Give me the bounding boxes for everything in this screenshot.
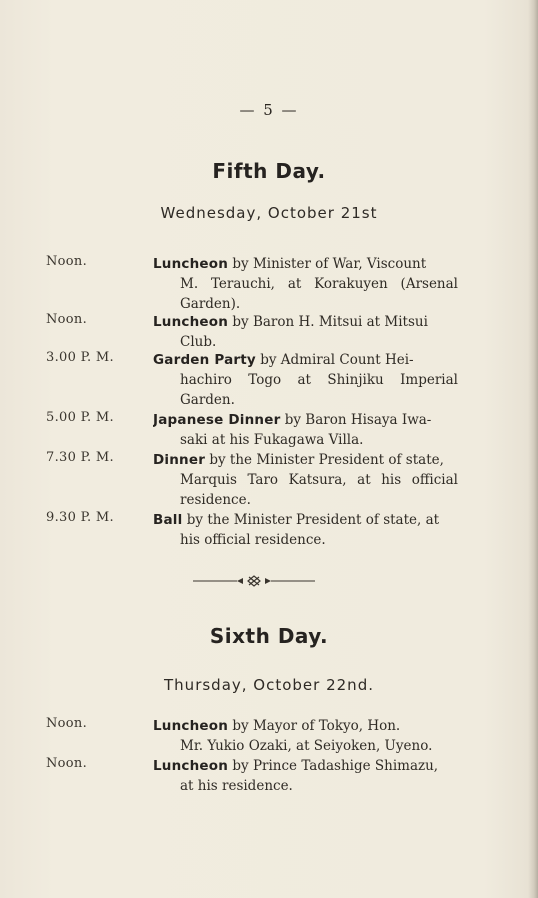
- entry-text: by Admiral Count Hei-: [255, 352, 414, 368]
- page-number: — 5 —: [239, 101, 299, 119]
- day-heading-sixth: Sixth Day.: [209, 624, 329, 648]
- entry-description: [153, 716, 458, 756]
- entry-first-line: [153, 510, 458, 530]
- entry-text: by Prince Tadashige Shimazu,: [228, 758, 439, 774]
- entry-time: 3.00 P. M.: [46, 350, 114, 365]
- entry-first-line: [153, 312, 458, 332]
- entry-description: [153, 254, 458, 314]
- event-type: Dinner: [153, 452, 206, 468]
- entry-continuation-line: saki at his Fukagawa Villa.: [180, 432, 364, 448]
- entry-time: 9.30 P. M.: [46, 510, 114, 525]
- entry-time: Noon.: [46, 716, 88, 731]
- entry-text: by Minister of War, Viscount: [228, 256, 427, 272]
- entry-continuation-line: Club.: [180, 334, 217, 350]
- event-type: Luncheon: [153, 256, 229, 272]
- entry-first-line: [153, 716, 458, 736]
- entry-continuation-line: Marquis Taro Katsura, at his official: [180, 472, 458, 488]
- day-heading-fifth: Fifth Day.: [212, 159, 326, 183]
- event-type: Luncheon: [153, 314, 229, 330]
- entry-description: [153, 350, 458, 410]
- entry-text: by Baron Hisaya Iwa-: [280, 412, 432, 428]
- entry-text: by Mayor of Tokyo, Hon.: [228, 718, 401, 734]
- entry-continuation-line: at his residence.: [180, 778, 293, 794]
- event-type: Garden Party: [153, 352, 256, 368]
- date-line-fifth: Wednesday, October 21st: [160, 204, 378, 222]
- event-type: Ball: [153, 512, 183, 528]
- date-line-sixth: Thursday, October 22nd.: [164, 676, 374, 694]
- entry-continuation-line: hachiro Togo at Shinjiku Imperial: [180, 372, 458, 388]
- entry-text: by Baron H. Mitsui at Mitsui: [228, 314, 428, 330]
- entry-continuation-line: Mr. Yukio Ozaki, at Seiyoken, Uyeno.: [180, 738, 433, 754]
- entry-text: by the Minister President of state,: [205, 452, 444, 468]
- entry-continuation-line: residence.: [180, 492, 251, 508]
- entry-continuation-line: Garden).: [180, 296, 241, 312]
- entry-continuation-line: Garden.: [180, 392, 235, 408]
- entry-first-line: [153, 410, 458, 430]
- entry-text: by the Minister President of state, at: [182, 512, 440, 528]
- entry-continuation-line: M. Terauchi, at Korakuyen (Arsenal: [180, 276, 458, 292]
- entry-time: 7.30 P. M.: [46, 450, 114, 465]
- ornament-divider: [193, 574, 315, 588]
- entry-time: 5.00 P. M.: [46, 410, 114, 425]
- entry-first-line: [153, 254, 458, 274]
- entry-time: Noon.: [46, 254, 88, 269]
- entry-time: Noon.: [46, 756, 88, 771]
- event-type: Luncheon: [153, 758, 229, 774]
- entry-time: Noon.: [46, 312, 88, 327]
- entry-description: [153, 410, 458, 450]
- page-edge-shadow: [528, 0, 538, 898]
- entry-first-line: [153, 756, 458, 776]
- entry-continuation-line: his official residence.: [180, 532, 326, 548]
- event-type: Luncheon: [153, 718, 229, 734]
- entry-first-line: [153, 350, 458, 370]
- entry-description: [153, 756, 458, 796]
- entry-description: [153, 510, 458, 550]
- entry-first-line: [153, 450, 458, 470]
- entry-description: [153, 312, 458, 352]
- entry-description: [153, 450, 458, 510]
- event-type: Japanese Dinner: [153, 412, 281, 428]
